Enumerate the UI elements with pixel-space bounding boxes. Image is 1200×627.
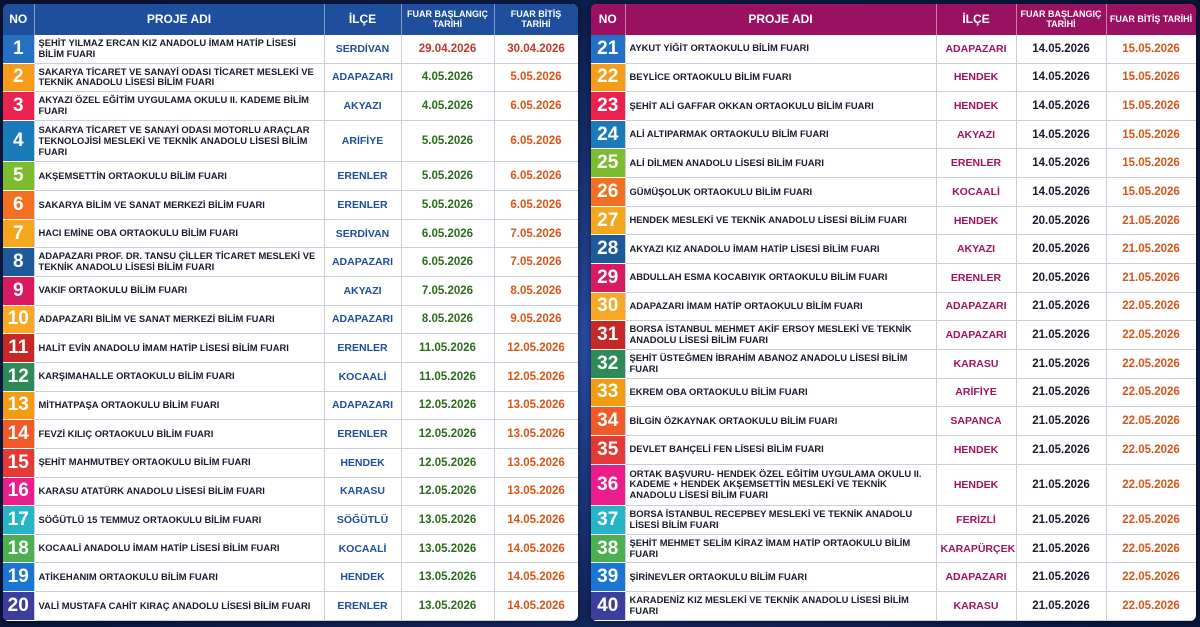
start-date-cell: 5.05.2026	[401, 162, 494, 191]
project-name-cell: ŞEHİT ALİ GAFFAR OKKAN ORTAOKULU BİLİM FUARI	[625, 92, 936, 121]
district-cell: AKYAZI	[936, 120, 1016, 149]
start-date-cell: 21.05.2026	[1016, 292, 1106, 321]
end-date-cell: 13.05.2026	[494, 420, 578, 449]
end-date-cell: 15.05.2026	[1106, 120, 1196, 149]
table-row	[591, 206, 1196, 235]
district-cell: SAPANCA	[936, 407, 1016, 436]
table-row	[591, 235, 1196, 264]
project-name-cell: ADAPAZARI PROF. DR. TANSU ÇİLLER TİCARET MESLEKİ VE TEKNİK ANADOLU LİSESİ BİLİM FUARI	[34, 248, 324, 277]
table-row	[591, 407, 1196, 436]
table-row	[3, 277, 578, 306]
row-number: 30	[591, 292, 625, 321]
district-cell: ARİFİYE	[936, 378, 1016, 407]
district-cell: HENDEK	[936, 435, 1016, 464]
district-cell: AKYAZI	[936, 235, 1016, 264]
table-header-row	[591, 4, 1196, 35]
district-cell: ERENLER	[324, 162, 401, 191]
row-number: 9	[3, 277, 34, 306]
row-number: 4	[3, 120, 34, 162]
table-row	[3, 191, 578, 220]
end-date-cell: 14.05.2026	[494, 506, 578, 535]
table-row	[3, 334, 578, 363]
project-name-cell: ATİKEHANIM ORTAOKULU BİLİM FUARI	[34, 563, 324, 592]
end-date-cell: 15.05.2026	[1106, 92, 1196, 121]
end-date-cell: 8.05.2026	[494, 277, 578, 306]
district-cell: KOCAALİ	[324, 534, 401, 563]
start-date-cell: 21.05.2026	[1016, 563, 1106, 592]
table-row	[3, 506, 578, 535]
start-date-cell: 20.05.2026	[1016, 206, 1106, 235]
district-cell: ADAPAZARI	[324, 63, 401, 92]
start-date-cell: 14.05.2026	[1016, 63, 1106, 92]
table-row	[591, 120, 1196, 149]
start-date-cell: 14.05.2026	[1016, 149, 1106, 178]
end-date-cell: 22.05.2026	[1106, 321, 1196, 350]
start-date-cell: 13.05.2026	[401, 592, 494, 621]
table-row	[591, 378, 1196, 407]
row-number: 13	[3, 391, 34, 420]
start-date-cell: 21.05.2026	[1016, 435, 1106, 464]
district-cell: ADAPAZARI	[936, 35, 1016, 63]
start-date-cell: 21.05.2026	[1016, 349, 1106, 378]
end-date-cell: 21.05.2026	[1106, 264, 1196, 293]
row-number: 25	[591, 149, 625, 178]
project-name-cell: KOCAALİ ANADOLU İMAM HATİP LİSESİ BİLİM FUARI	[34, 534, 324, 563]
end-date-cell: 15.05.2026	[1106, 149, 1196, 178]
row-number: 17	[3, 506, 34, 535]
project-name-cell: ADAPAZARI BİLİM VE SANAT MERKEZİ BİLİM FUARI	[34, 305, 324, 334]
project-name-cell: SAKARYA TİCARET VE SANAYİ ODASI MOTORLU ARAÇLAR TEKNOLOJİSİ MESLEKİ VE TEKNİK ANADOLU LİSESİ BİLİM FUARI	[34, 120, 324, 162]
row-number: 39	[591, 563, 625, 592]
end-date-cell: 6.05.2026	[494, 92, 578, 121]
start-date-cell: 21.05.2026	[1016, 534, 1106, 563]
table-row	[3, 563, 578, 592]
row-number: 14	[3, 420, 34, 449]
table-row	[591, 35, 1196, 63]
district-cell: SERDİVAN	[324, 35, 401, 63]
end-date-cell: 15.05.2026	[1106, 35, 1196, 63]
start-date-cell: 7.05.2026	[401, 277, 494, 306]
project-name-cell: BORSA İSTANBUL MEHMET AKİF ERSOY MESLEKİ VE TEKNİK ANADOLU LİSESİ BİLİM FUARI	[625, 321, 936, 350]
start-date-cell: 21.05.2026	[1016, 592, 1106, 621]
district-cell: AKYAZI	[324, 277, 401, 306]
district-cell: ADAPAZARI	[324, 391, 401, 420]
project-name-cell: DEVLET BAHÇELİ FEN LİSESİ BİLİM FUARI	[625, 435, 936, 464]
project-name-cell: AYKUT YİĞİT ORTAOKULU BİLİM FUARI	[625, 35, 936, 63]
project-name-cell: HENDEK MESLEKİ VE TEKNİK ANADOLU LİSESİ BİLİM FUARI	[625, 206, 936, 235]
table-row	[3, 305, 578, 334]
district-cell: ADAPAZARI	[324, 305, 401, 334]
end-date-cell: 7.05.2026	[494, 248, 578, 277]
start-date-cell: 21.05.2026	[1016, 321, 1106, 350]
header-no: NO	[591, 4, 625, 35]
district-cell: ERENLER	[936, 264, 1016, 293]
header-start-date: FUAR BAŞLANGIÇ TARİHİ	[401, 4, 494, 35]
row-number: 21	[591, 35, 625, 63]
project-name-cell: ABDULLAH ESMA KOCABIYIK ORTAOKULU BİLİM FUARI	[625, 264, 936, 293]
district-cell: ERENLER	[324, 592, 401, 621]
project-name-cell: GÜMÜŞOLUK ORTAOKULU BİLİM FUARI	[625, 178, 936, 207]
start-date-cell: 4.05.2026	[401, 63, 494, 92]
table-row	[3, 120, 578, 162]
end-date-cell: 12.05.2026	[494, 362, 578, 391]
end-date-cell: 14.05.2026	[494, 592, 578, 621]
end-date-cell: 22.05.2026	[1106, 506, 1196, 535]
district-cell: KOCAALİ	[324, 362, 401, 391]
end-date-cell: 14.05.2026	[494, 534, 578, 563]
table-row	[3, 477, 578, 506]
start-date-cell: 29.04.2026	[401, 35, 494, 63]
start-date-cell: 5.05.2026	[401, 120, 494, 162]
row-number: 11	[3, 334, 34, 363]
table-row	[591, 563, 1196, 592]
start-date-cell: 21.05.2026	[1016, 464, 1106, 506]
table-row	[3, 63, 578, 92]
start-date-cell: 14.05.2026	[1016, 35, 1106, 63]
header-district: İLÇE	[324, 4, 401, 35]
district-cell: ERENLER	[324, 420, 401, 449]
header-start-date: FUAR BAŞLANGIÇ TARİHİ	[1016, 4, 1106, 35]
row-number: 20	[3, 592, 34, 621]
project-name-cell: ŞEHİT MAHMUTBEY ORTAOKULU BİLİM FUARI	[34, 448, 324, 477]
end-date-cell: 6.05.2026	[494, 191, 578, 220]
row-number: 10	[3, 305, 34, 334]
end-date-cell: 22.05.2026	[1106, 407, 1196, 436]
start-date-cell: 12.05.2026	[401, 477, 494, 506]
row-number: 38	[591, 534, 625, 563]
end-date-cell: 12.05.2026	[494, 334, 578, 363]
district-cell: ERENLER	[324, 191, 401, 220]
end-date-cell: 14.05.2026	[494, 563, 578, 592]
start-date-cell: 20.05.2026	[1016, 264, 1106, 293]
header-district: İLÇE	[936, 4, 1016, 35]
table-row	[591, 592, 1196, 621]
end-date-cell: 6.05.2026	[494, 162, 578, 191]
district-cell: AKYAZI	[324, 92, 401, 121]
end-date-cell: 13.05.2026	[494, 391, 578, 420]
row-number: 34	[591, 407, 625, 436]
district-cell: ADAPAZARI	[936, 292, 1016, 321]
district-cell: KARASU	[936, 592, 1016, 621]
row-number: 23	[591, 92, 625, 121]
row-number: 27	[591, 206, 625, 235]
district-cell: HENDEK	[936, 63, 1016, 92]
end-date-cell: 30.04.2026	[494, 35, 578, 63]
row-number: 26	[591, 178, 625, 207]
project-name-cell: SAKARYA TİCARET VE SANAYİ ODASI TİCARET MESLEKİ VE TEKNİK ANADOLU LİSESİ BİLİM FUARI	[34, 63, 324, 92]
end-date-cell: 22.05.2026	[1106, 378, 1196, 407]
project-name-cell: SÖĞÜTLÜ 15 TEMMUZ ORTAOKULU BİLİM FUARI	[34, 506, 324, 535]
project-name-cell: KARŞIMAHALLE ORTAOKULU BİLİM FUARI	[34, 362, 324, 391]
district-cell: ADAPAZARI	[936, 563, 1016, 592]
row-number: 12	[3, 362, 34, 391]
district-cell: HENDEK	[324, 563, 401, 592]
row-number: 22	[591, 63, 625, 92]
table-row	[591, 349, 1196, 378]
start-date-cell: 12.05.2026	[401, 420, 494, 449]
end-date-cell: 22.05.2026	[1106, 464, 1196, 506]
project-name-cell: SAKARYA BİLİM VE SANAT MERKEZİ BİLİM FUARI	[34, 191, 324, 220]
project-name-cell: HALİT EVİN ANADOLU İMAM HATİP LİSESİ BİLİM FUARI	[34, 334, 324, 363]
district-cell: SÖĞÜTLÜ	[324, 506, 401, 535]
header-end-date: FUAR BİTİŞ TARİHİ	[494, 4, 578, 35]
row-number: 19	[3, 563, 34, 592]
schedule-table-left	[3, 4, 578, 621]
end-date-cell: 5.05.2026	[494, 63, 578, 92]
end-date-cell: 6.05.2026	[494, 120, 578, 162]
district-cell: HENDEK	[936, 206, 1016, 235]
district-cell: KOCAALİ	[936, 178, 1016, 207]
start-date-cell: 12.05.2026	[401, 391, 494, 420]
header-no: NO	[3, 4, 34, 35]
row-number: 28	[591, 235, 625, 264]
project-name-cell: ALİ DİLMEN ANADOLU LİSESİ BİLİM FUARI	[625, 149, 936, 178]
project-name-cell: BEYLİCE ORTAOKULU BİLİM FUARI	[625, 63, 936, 92]
row-number: 24	[591, 120, 625, 149]
end-date-cell: 7.05.2026	[494, 219, 578, 248]
header-end-date: FUAR BİTİŞ TARİHİ	[1106, 4, 1196, 35]
project-name-cell: KARADENİZ KIZ MESLEKİ VE TEKNİK ANADOLU LİSESİ BİLİM FUARI	[625, 592, 936, 621]
end-date-cell: 13.05.2026	[494, 477, 578, 506]
table-row	[591, 92, 1196, 121]
project-name-cell: AKŞEMSETTİN ORTAOKULU BİLİM FUARI	[34, 162, 324, 191]
start-date-cell: 6.05.2026	[401, 219, 494, 248]
project-name-cell: VAKIF ORTAOKULU BİLİM FUARI	[34, 277, 324, 306]
district-cell: KARASU	[324, 477, 401, 506]
table-body-right	[591, 35, 1196, 621]
table-row	[3, 162, 578, 191]
table-row	[591, 149, 1196, 178]
table-row	[591, 321, 1196, 350]
end-date-cell: 15.05.2026	[1106, 63, 1196, 92]
project-name-cell: KARASU ATATÜRK ANADOLU LİSESİ BİLİM FUARI	[34, 477, 324, 506]
table-row	[3, 35, 578, 63]
end-date-cell: 22.05.2026	[1106, 292, 1196, 321]
table-row	[591, 534, 1196, 563]
start-date-cell: 11.05.2026	[401, 334, 494, 363]
table-row	[591, 506, 1196, 535]
start-date-cell: 21.05.2026	[1016, 407, 1106, 436]
header-project-name: PROJE ADI	[34, 4, 324, 35]
row-number: 8	[3, 248, 34, 277]
row-number: 16	[3, 477, 34, 506]
row-number: 18	[3, 534, 34, 563]
project-name-cell: FEVZİ KILIÇ ORTAOKULU BİLİM FUARI	[34, 420, 324, 449]
district-cell: KARASU	[936, 349, 1016, 378]
table-row	[3, 219, 578, 248]
table-row	[3, 534, 578, 563]
end-date-cell: 9.05.2026	[494, 305, 578, 334]
district-cell: KARAPÜRÇEK	[936, 534, 1016, 563]
district-cell: ADAPAZARI	[324, 248, 401, 277]
project-name-cell: ŞEHİT ÜSTEĞMEN İBRAHİM ABANOZ ANADOLU LİSESİ BİLİM FUARI	[625, 349, 936, 378]
project-name-cell: ŞEHİT MEHMET SELİM KİRAZ İMAM HATİP ORTAOKULU BİLİM FUARI	[625, 534, 936, 563]
project-name-cell: ORTAK BAŞVURU- HENDEK ÖZEL EĞİTİM UYGULAMA OKULU II. KADEME + HENDEK AKŞEMSETTİN MESLEKİ VE TEKNİK ANADOLU LİSESİ BİLİM FUARI	[625, 464, 936, 506]
start-date-cell: 21.05.2026	[1016, 378, 1106, 407]
schedule-table-right	[591, 4, 1196, 621]
table-body-left	[3, 35, 578, 621]
start-date-cell: 8.05.2026	[401, 305, 494, 334]
table-row	[3, 362, 578, 391]
district-cell: ERENLER	[936, 149, 1016, 178]
end-date-cell: 22.05.2026	[1106, 534, 1196, 563]
table-row	[591, 435, 1196, 464]
project-name-cell: VALİ MUSTAFA CAHİT KIRAÇ ANADOLU LİSESİ BİLİM FUARI	[34, 592, 324, 621]
start-date-cell: 13.05.2026	[401, 563, 494, 592]
start-date-cell: 11.05.2026	[401, 362, 494, 391]
row-number: 6	[3, 191, 34, 220]
row-number: 29	[591, 264, 625, 293]
table-row	[591, 264, 1196, 293]
start-date-cell: 13.05.2026	[401, 506, 494, 535]
start-date-cell: 12.05.2026	[401, 448, 494, 477]
end-date-cell: 21.05.2026	[1106, 235, 1196, 264]
project-name-cell: BORSA İSTANBUL RECEPBEY MESLEKİ VE TEKNİK ANADOLU LİSESİ BİLİM FUARI	[625, 506, 936, 535]
header-project-name: PROJE ADI	[625, 4, 936, 35]
project-name-cell: EKREM OBA ORTAOKULU BİLİM FUARI	[625, 378, 936, 407]
row-number: 7	[3, 219, 34, 248]
start-date-cell: 4.05.2026	[401, 92, 494, 121]
row-number: 33	[591, 378, 625, 407]
table-row	[3, 448, 578, 477]
row-number: 35	[591, 435, 625, 464]
start-date-cell: 21.05.2026	[1016, 506, 1106, 535]
district-cell: FERİZLİ	[936, 506, 1016, 535]
end-date-cell: 21.05.2026	[1106, 206, 1196, 235]
district-cell: ARİFİYE	[324, 120, 401, 162]
project-name-cell: HACI EMİNE OBA ORTAOKULU BİLİM FUARI	[34, 219, 324, 248]
end-date-cell: 22.05.2026	[1106, 349, 1196, 378]
table-row	[591, 178, 1196, 207]
row-number: 3	[3, 92, 34, 121]
project-name-cell: ADAPAZARI İMAM HATİP ORTAOKULU BİLİM FUARI	[625, 292, 936, 321]
table-row	[591, 464, 1196, 506]
end-date-cell: 22.05.2026	[1106, 563, 1196, 592]
table-row	[591, 63, 1196, 92]
project-name-cell: ALİ ALTIPARMAK ORTAOKULU BİLİM FUARI	[625, 120, 936, 149]
row-number: 5	[3, 162, 34, 191]
project-name-cell: ŞEHİT YILMAZ ERCAN KIZ ANADOLU İMAM HATİP LİSESİ BİLİM FUARI	[34, 35, 324, 63]
project-name-cell: ŞİRİNEVLER ORTAOKULU BİLİM FUARI	[625, 563, 936, 592]
row-number: 2	[3, 63, 34, 92]
project-name-cell: AKYAZI ÖZEL EĞİTİM UYGULAMA OKULU II. KADEME BİLİM FUARI	[34, 92, 324, 121]
start-date-cell: 14.05.2026	[1016, 92, 1106, 121]
table-row	[3, 592, 578, 621]
end-date-cell: 15.05.2026	[1106, 178, 1196, 207]
end-date-cell: 13.05.2026	[494, 448, 578, 477]
row-number: 31	[591, 321, 625, 350]
table-row	[591, 292, 1196, 321]
start-date-cell: 5.05.2026	[401, 191, 494, 220]
district-cell: SERDİVAN	[324, 219, 401, 248]
row-number: 37	[591, 506, 625, 535]
end-date-cell: 22.05.2026	[1106, 435, 1196, 464]
table-header-row	[3, 4, 578, 35]
start-date-cell: 14.05.2026	[1016, 178, 1106, 207]
start-date-cell: 14.05.2026	[1016, 120, 1106, 149]
district-cell: ADAPAZARI	[936, 321, 1016, 350]
table-row	[3, 92, 578, 121]
district-cell: HENDEK	[936, 92, 1016, 121]
table-row	[3, 420, 578, 449]
project-name-cell: BİLGİN ÖZKAYNAK ORTAOKULU BİLİM FUARI	[625, 407, 936, 436]
table-row	[3, 248, 578, 277]
project-name-cell: AKYAZI KIZ ANADOLU İMAM HATİP LİSESİ BİLİM FUARI	[625, 235, 936, 264]
row-number: 36	[591, 464, 625, 506]
district-cell: HENDEK	[324, 448, 401, 477]
district-cell: ERENLER	[324, 334, 401, 363]
start-date-cell: 20.05.2026	[1016, 235, 1106, 264]
row-number: 1	[3, 35, 34, 63]
table-row	[3, 391, 578, 420]
start-date-cell: 6.05.2026	[401, 248, 494, 277]
row-number: 15	[3, 448, 34, 477]
start-date-cell: 13.05.2026	[401, 534, 494, 563]
end-date-cell: 22.05.2026	[1106, 592, 1196, 621]
row-number: 40	[591, 592, 625, 621]
row-number: 32	[591, 349, 625, 378]
district-cell: HENDEK	[936, 464, 1016, 506]
project-name-cell: MİTHATPAŞA ORTAOKULU BİLİM FUARI	[34, 391, 324, 420]
